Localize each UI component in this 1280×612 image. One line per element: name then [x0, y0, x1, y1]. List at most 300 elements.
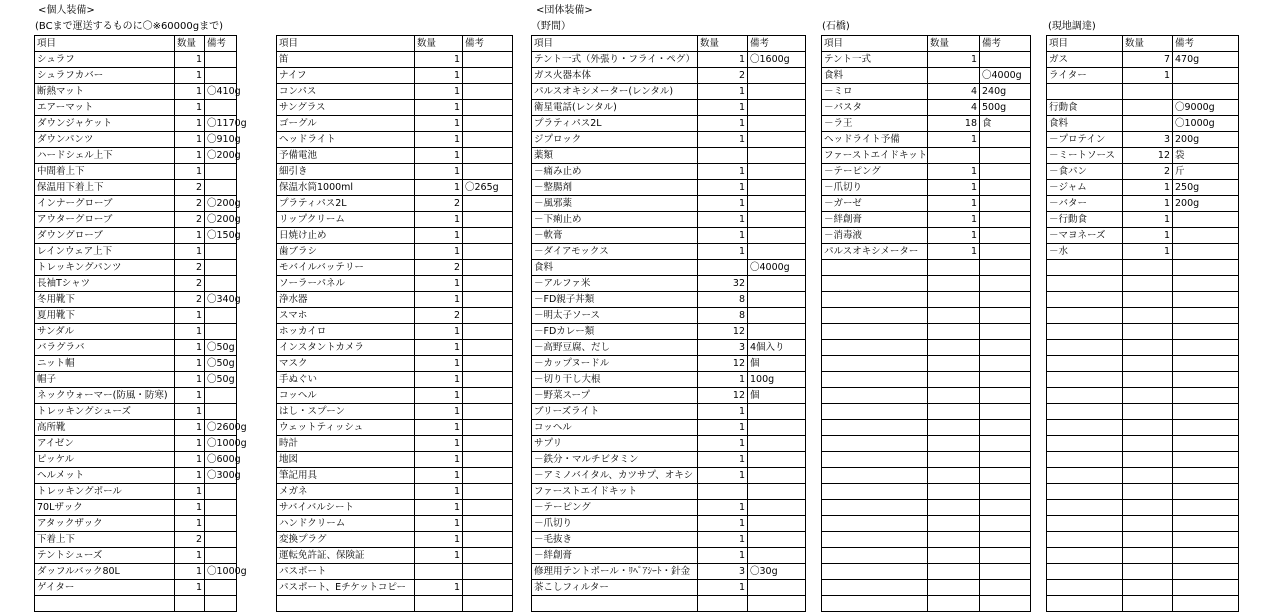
note-cell: 500g: [980, 100, 1031, 116]
item-cell: －パスタ: [822, 100, 928, 116]
qty-cell: 1: [415, 244, 463, 260]
table-row: [1047, 324, 1239, 340]
table-row: [532, 148, 806, 164]
note-cell: [463, 100, 513, 116]
table-row: [277, 260, 513, 276]
note-cell: [748, 580, 806, 596]
note-header: 備考: [205, 36, 237, 52]
table-row: [532, 420, 806, 436]
item-cell: －風邪薬: [532, 196, 698, 212]
table-row: [1047, 84, 1239, 100]
item-cell: －テーピング: [532, 500, 698, 516]
qty-cell: [928, 340, 980, 356]
qty-cell: [1123, 548, 1173, 564]
item-cell: アイゼン: [35, 436, 175, 452]
item-cell: リップクリーム: [277, 212, 415, 228]
note-cell: 〇200g: [205, 148, 237, 164]
qty-cell: 1: [415, 436, 463, 452]
table-row: [532, 484, 806, 500]
table-row: [35, 548, 237, 564]
item-header: 項目: [35, 36, 175, 52]
item-cell: －テーピング: [822, 164, 928, 180]
table-row: [822, 84, 1031, 100]
item-cell: 冬用靴下: [35, 292, 175, 308]
note-cell: [1173, 356, 1239, 372]
table-row: [532, 580, 806, 596]
item-cell: [1047, 548, 1123, 564]
note-cell: [748, 276, 806, 292]
item-cell: －FD親子丼類: [532, 292, 698, 308]
header-row: [1047, 36, 1239, 52]
note-cell: [463, 452, 513, 468]
item-cell: 変換プラグ: [277, 532, 415, 548]
qty-cell: 1: [415, 68, 463, 84]
note-cell: 袋: [1173, 148, 1239, 164]
qty-cell: 4: [928, 84, 980, 100]
qty-cell: [1123, 372, 1173, 388]
note-cell: [1173, 436, 1239, 452]
item-cell: －カップヌードル: [532, 356, 698, 372]
item-cell: [1047, 356, 1123, 372]
note-cell: 200g: [1173, 132, 1239, 148]
item-cell: プラティパス2L: [277, 196, 415, 212]
table-row: [822, 164, 1031, 180]
table-row: [532, 388, 806, 404]
note-cell: 〇9000g: [1173, 100, 1239, 116]
item-cell: コンパス: [277, 84, 415, 100]
note-cell: [748, 68, 806, 84]
item-cell: 手ぬぐい: [277, 372, 415, 388]
qty-cell: [1123, 100, 1173, 116]
item-cell: [822, 452, 928, 468]
table-row: [277, 68, 513, 84]
table-row: [1047, 596, 1239, 612]
note-cell: 240g: [980, 84, 1031, 100]
item-cell: [822, 500, 928, 516]
table-row: [35, 52, 237, 68]
note-cell: [1173, 420, 1239, 436]
note-cell: [1173, 260, 1239, 276]
table-row: [35, 260, 237, 276]
note-cell: [1173, 404, 1239, 420]
item-cell: －爪切り: [822, 180, 928, 196]
table-row: [822, 52, 1031, 68]
item-cell: テント一式（外張り・フライ・ペグ）: [532, 52, 698, 68]
qty-header: 数量: [415, 36, 463, 52]
note-cell: [1173, 484, 1239, 500]
qty-cell: 1: [698, 468, 748, 484]
qty-cell: [1123, 388, 1173, 404]
item-cell: [822, 260, 928, 276]
item-cell: 時計: [277, 436, 415, 452]
qty-cell: 1: [698, 532, 748, 548]
qty-cell: 1: [175, 452, 205, 468]
item-cell: シュラフカバー: [35, 68, 175, 84]
item-cell: [822, 516, 928, 532]
personal-gear-table-1: [34, 35, 247, 612]
item-cell: [1047, 388, 1123, 404]
qty-cell: 7: [1123, 52, 1173, 68]
qty-cell: 1: [698, 516, 748, 532]
item-cell: [822, 356, 928, 372]
table-row: [1047, 452, 1239, 468]
table-row: [822, 308, 1031, 324]
table-row: [822, 468, 1031, 484]
item-cell: 地図: [277, 452, 415, 468]
note-cell: [205, 180, 237, 196]
note-cell: [980, 404, 1031, 420]
qty-cell: 1: [698, 52, 748, 68]
personal-gear-heading: <個人装備>: [38, 5, 95, 16]
qty-cell: 1: [928, 212, 980, 228]
item-cell: ヘッドライト: [277, 132, 415, 148]
qty-cell: [928, 564, 980, 580]
note-cell: 470g: [1173, 52, 1239, 68]
table-row: [1047, 340, 1239, 356]
item-cell: [277, 596, 415, 612]
qty-cell: 1: [175, 484, 205, 500]
qty-cell: 1: [928, 52, 980, 68]
item-cell: ナイフ: [277, 68, 415, 84]
note-cell: [1173, 340, 1239, 356]
qty-cell: 1: [415, 148, 463, 164]
item-cell: [822, 564, 928, 580]
note-cell: [748, 116, 806, 132]
note-cell: [1173, 324, 1239, 340]
item-header: 項目: [277, 36, 415, 52]
item-cell: 笛: [277, 52, 415, 68]
note-cell: [463, 548, 513, 564]
table-row: [1047, 292, 1239, 308]
note-cell: 〇4000g: [980, 68, 1031, 84]
item-cell: －下痢止め: [532, 212, 698, 228]
item-cell: [822, 436, 928, 452]
item-cell: [1047, 468, 1123, 484]
table-row: [1047, 116, 1239, 132]
note-cell: [205, 484, 237, 500]
note-cell: 〇200g: [205, 212, 237, 228]
note-cell: [980, 52, 1031, 68]
item-cell: [1047, 596, 1123, 612]
qty-cell: 1: [415, 388, 463, 404]
qty-header: 数量: [1123, 36, 1173, 52]
qty-cell: 1: [698, 132, 748, 148]
qty-cell: [928, 388, 980, 404]
table-row: [277, 452, 513, 468]
qty-cell: 1: [698, 580, 748, 596]
item-cell: －ラ王: [822, 116, 928, 132]
table-row: [35, 452, 237, 468]
table-row: [35, 532, 237, 548]
note-cell: [1173, 84, 1239, 100]
note-cell: [1173, 388, 1239, 404]
table-row: [35, 484, 237, 500]
qty-cell: 1: [175, 372, 205, 388]
table-row: [277, 116, 513, 132]
table-row: [277, 356, 513, 372]
item-cell: 保温水筒1000ml: [277, 180, 415, 196]
note-cell: [748, 452, 806, 468]
note-cell: [1173, 228, 1239, 244]
item-cell: －プロテイン: [1047, 132, 1123, 148]
item-cell: －アミノバイタル、カツサプ、オキシ: [532, 468, 698, 484]
qty-cell: 1: [175, 468, 205, 484]
table-row: [822, 564, 1031, 580]
qty-cell: 1: [928, 228, 980, 244]
item-cell: 下着上下: [35, 532, 175, 548]
note-cell: [205, 500, 237, 516]
table-row: [35, 196, 237, 212]
qty-cell: 1: [698, 500, 748, 516]
table-row: [277, 244, 513, 260]
qty-cell: 1: [698, 452, 748, 468]
header-row: [35, 36, 237, 52]
item-cell: [822, 468, 928, 484]
qty-cell: 1: [175, 116, 205, 132]
table-row: [35, 356, 237, 372]
table-row: [532, 404, 806, 420]
table-row: [1047, 228, 1239, 244]
qty-cell: [698, 260, 748, 276]
item-cell: －毛抜き: [532, 532, 698, 548]
qty-cell: 1: [1123, 212, 1173, 228]
qty-cell: [928, 324, 980, 340]
item-cell: はし・スプーン: [277, 404, 415, 420]
item-cell: パスポート: [277, 564, 415, 580]
qty-cell: [1123, 324, 1173, 340]
table-row: [822, 180, 1031, 196]
item-cell: コッヘル: [277, 388, 415, 404]
table-row: [1047, 532, 1239, 548]
table-row: [822, 548, 1031, 564]
table-row: [277, 212, 513, 228]
note-cell: [463, 564, 513, 580]
qty-cell: [1123, 404, 1173, 420]
qty-cell: 1: [928, 180, 980, 196]
qty-cell: 1: [415, 180, 463, 196]
note-cell: [980, 580, 1031, 596]
table-row: [532, 436, 806, 452]
note-cell: 〇340g: [205, 292, 237, 308]
qty-cell: 1: [175, 516, 205, 532]
item-header: 項目: [1047, 36, 1123, 52]
item-cell: テントシューズ: [35, 548, 175, 564]
item-cell: －鉄分・マルチビタミン: [532, 452, 698, 468]
table-row: [532, 244, 806, 260]
item-cell: 修理用テントポール・ﾘﾍﾟｱｼｰﾄ・針金: [532, 564, 698, 580]
item-cell: ヘッドライト予備: [822, 132, 928, 148]
table-row: [822, 500, 1031, 516]
note-cell: [980, 436, 1031, 452]
item-cell: マスク: [277, 356, 415, 372]
qty-cell: [1123, 468, 1173, 484]
note-cell: 個: [748, 356, 806, 372]
note-cell: [980, 468, 1031, 484]
table-row: [35, 500, 237, 516]
table-row: [35, 468, 237, 484]
note-cell: [748, 100, 806, 116]
qty-cell: 1: [1123, 68, 1173, 84]
qty-cell: 2: [175, 292, 205, 308]
note-cell: [463, 196, 513, 212]
note-cell: [463, 292, 513, 308]
table-row: [532, 84, 806, 100]
note-cell: 〇50g: [205, 372, 237, 388]
note-cell: [463, 244, 513, 260]
note-cell: [980, 180, 1031, 196]
table-row: [35, 516, 237, 532]
item-cell: 70Lザック: [35, 500, 175, 516]
item-cell: 運転免許証、保険証: [277, 548, 415, 564]
qty-cell: [928, 292, 980, 308]
qty-cell: 1: [415, 516, 463, 532]
qty-cell: [1123, 340, 1173, 356]
table-row: [277, 52, 513, 68]
note-cell: [748, 532, 806, 548]
item-cell: アウターグローブ: [35, 212, 175, 228]
table-row: [277, 388, 513, 404]
qty-cell: 1: [175, 436, 205, 452]
note-cell: [1173, 308, 1239, 324]
item-cell: [1047, 532, 1123, 548]
qty-cell: [928, 372, 980, 388]
table-row: [35, 164, 237, 180]
note-cell: [205, 308, 237, 324]
table-row: [532, 68, 806, 84]
item-cell: 予備電池: [277, 148, 415, 164]
item-cell: サングラス: [277, 100, 415, 116]
table-row: [822, 484, 1031, 500]
qty-cell: 1: [698, 164, 748, 180]
table-row: [822, 516, 1031, 532]
item-cell: ガス火器本体: [532, 68, 698, 84]
item-cell: 食料: [1047, 116, 1123, 132]
table-row: [822, 212, 1031, 228]
table-row: [1047, 132, 1239, 148]
qty-cell: 1: [698, 100, 748, 116]
qty-cell: [1123, 580, 1173, 596]
qty-cell: [698, 484, 748, 500]
qty-cell: [1123, 276, 1173, 292]
table-row: [35, 100, 237, 116]
item-cell: [1047, 84, 1123, 100]
item-cell: テント一式: [822, 52, 928, 68]
note-cell: [463, 164, 513, 180]
qty-cell: 1: [1123, 180, 1173, 196]
item-cell: [822, 404, 928, 420]
item-cell: サバイバルシート: [277, 500, 415, 516]
table-row: [277, 292, 513, 308]
table-row: [822, 196, 1031, 212]
note-cell: 〇2600g: [205, 420, 237, 436]
qty-cell: 18: [928, 116, 980, 132]
item-cell: [822, 484, 928, 500]
table-row: [1047, 52, 1239, 68]
note-cell: [463, 148, 513, 164]
item-cell: サプリ: [532, 436, 698, 452]
group-gear-genchi-table: [1046, 35, 1239, 612]
qty-cell: 1: [415, 100, 463, 116]
table-row: [1047, 164, 1239, 180]
note-cell: [980, 228, 1031, 244]
note-cell: [463, 468, 513, 484]
qty-cell: [1123, 500, 1173, 516]
note-cell: [980, 308, 1031, 324]
qty-cell: 32: [698, 276, 748, 292]
item-cell: ピッケル: [35, 452, 175, 468]
qty-cell: 12: [698, 356, 748, 372]
note-cell: [980, 596, 1031, 612]
table-row: [1047, 404, 1239, 420]
note-cell: 食: [980, 116, 1031, 132]
qty-cell: [928, 260, 980, 276]
item-cell: メガネ: [277, 484, 415, 500]
qty-cell: 1: [698, 436, 748, 452]
qty-cell: 1: [698, 372, 748, 388]
item-cell: ダッフルバック80L: [35, 564, 175, 580]
note-cell: [748, 596, 806, 612]
item-cell: [822, 308, 928, 324]
table-row: [822, 100, 1031, 116]
table-row: [532, 100, 806, 116]
qty-cell: 2: [175, 196, 205, 212]
item-cell: プラティパス2L: [532, 116, 698, 132]
table-row: [35, 228, 237, 244]
table-row: [277, 148, 513, 164]
qty-cell: 2: [175, 212, 205, 228]
item-cell: シュラフ: [35, 52, 175, 68]
table-row: [277, 164, 513, 180]
note-cell: [463, 516, 513, 532]
note-cell: [463, 276, 513, 292]
qty-cell: 1: [415, 164, 463, 180]
note-cell: [205, 100, 237, 116]
item-cell: [1047, 340, 1123, 356]
note-cell: [980, 196, 1031, 212]
table-row: [35, 404, 237, 420]
qty-cell: 1: [415, 292, 463, 308]
item-cell: [822, 292, 928, 308]
group-gear-ishibashi-table: [821, 35, 1031, 612]
table-row: [532, 132, 806, 148]
item-cell: －絆創膏: [822, 212, 928, 228]
qty-cell: [1123, 292, 1173, 308]
table-row: [822, 116, 1031, 132]
note-cell: [748, 468, 806, 484]
note-cell: [980, 388, 1031, 404]
note-cell: [980, 276, 1031, 292]
note-header: 備考: [1173, 36, 1239, 52]
table-row: [822, 532, 1031, 548]
item-cell: パスポート、Eチケットコピー: [277, 580, 415, 596]
header-row: [277, 36, 513, 52]
table-row: [532, 372, 806, 388]
note-cell: 〇910g: [205, 132, 237, 148]
item-cell: [822, 340, 928, 356]
item-cell: 中間着上下: [35, 164, 175, 180]
item-cell: ガス: [1047, 52, 1123, 68]
qty-cell: 1: [415, 420, 463, 436]
qty-cell: 8: [698, 308, 748, 324]
note-cell: 〇150g: [205, 228, 237, 244]
qty-cell: [928, 532, 980, 548]
item-cell: パルスオキシメーター: [822, 244, 928, 260]
note-cell: [205, 276, 237, 292]
note-cell: [1173, 212, 1239, 228]
table-row: [1047, 372, 1239, 388]
item-cell: －整腸剤: [532, 180, 698, 196]
note-cell: [748, 244, 806, 260]
